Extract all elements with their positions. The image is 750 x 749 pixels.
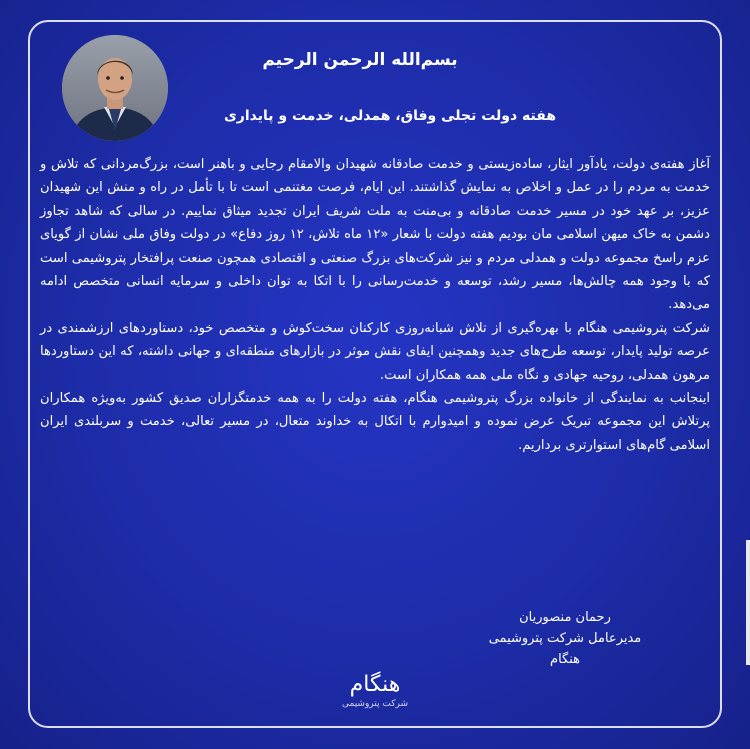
- signatory-title: مدیرعامل شرکت پتروشیمی هنگام: [488, 631, 642, 667]
- page-title: هفته دولت تجلی وفاق، همدلی، خدمت و پایداری: [223, 108, 557, 124]
- paragraph: اینجانب به نمایندگی از خانواده بزرگ پتروشیمی هنگام، هفته دولت را به همه خدمتگزاران صدیق کشور به‌ویژه همکاران پرتلاش این مجموعه تبریک عرض نموده و امیدوارم با اتکال به خداوند متعال، در مسیر تعالی، خدمت و سربلندی ایران اسلامی گام‌های استوارتری برداریم.: [40, 391, 710, 453]
- avatar: [62, 35, 168, 141]
- paragraph: شرکت پتروشیمی هنگام با بهره‌گیری از تلاش شبانه‌روزی کارکنان سخت‌کوش و متخصص خود، دستاوردهای ارزشمندی در عرصه تولید پایدار، توسعه طرح‌های جدید وهمچنین ایفای نقش موثر در بازارهای منطقه‌ای و جهانی داشته، که این دستاوردها مرهون همدلی، روحیه جهادی و نگاه ملی همه همکاران است.: [40, 320, 710, 383]
- signatory-name: رحمان منصوریان: [519, 610, 611, 625]
- message-body: [40, 153, 710, 457]
- logo-wordmark: هنگام: [349, 672, 401, 697]
- signature-block: [480, 607, 650, 670]
- edge-strip: [746, 540, 750, 665]
- portrait-image: [62, 35, 168, 141]
- basmala-heading: بسم‌الله الرحمن الرحیم: [262, 50, 458, 70]
- logo-tagline: شرکت پتروشیمی: [342, 699, 408, 709]
- company-logo: [300, 672, 450, 710]
- paragraph: آغاز هفته‌ی دولت، یادآور ایثار، ساده‌زیستی و خدمت صادقانه شهیدان والامقام رجایی و باهنر است، بزرگ‌مردانی که تلاش و خدمت به مردم را در عمل و اخلاص به نمایش گذاشتند. این ایام، فرصت مغتنمی است تا با تأمل در راه و منش این شهیدان عزیز، بر عهد خود در مسیر خدمت صادقانه و بی‌منت به ملت شریف ایران تجدید میثاق نماییم. در سالی که شاهد تجاوز دشمن به خاک میهن اسلامی مان بودیم هفته دولت با شعار «۱۲ ماه تلاش، ۱۲ روز دفاع» در دولت وفاق ملی نشان از گویای عزم راسخ مجموعه دولت و همدلی مردم و نیز شرکت‌های بزرگ صنعتی و اقتصادی همچون صنعت پرافتخار پتروشیمی است که با وجود همه چالش‌ها، مسیر رشد، توسعه و خدمت‌رسانی را با اتکا به توان داخلی و سرمایه انسانی متخصص ادامه می‌دهد.: [40, 157, 710, 313]
